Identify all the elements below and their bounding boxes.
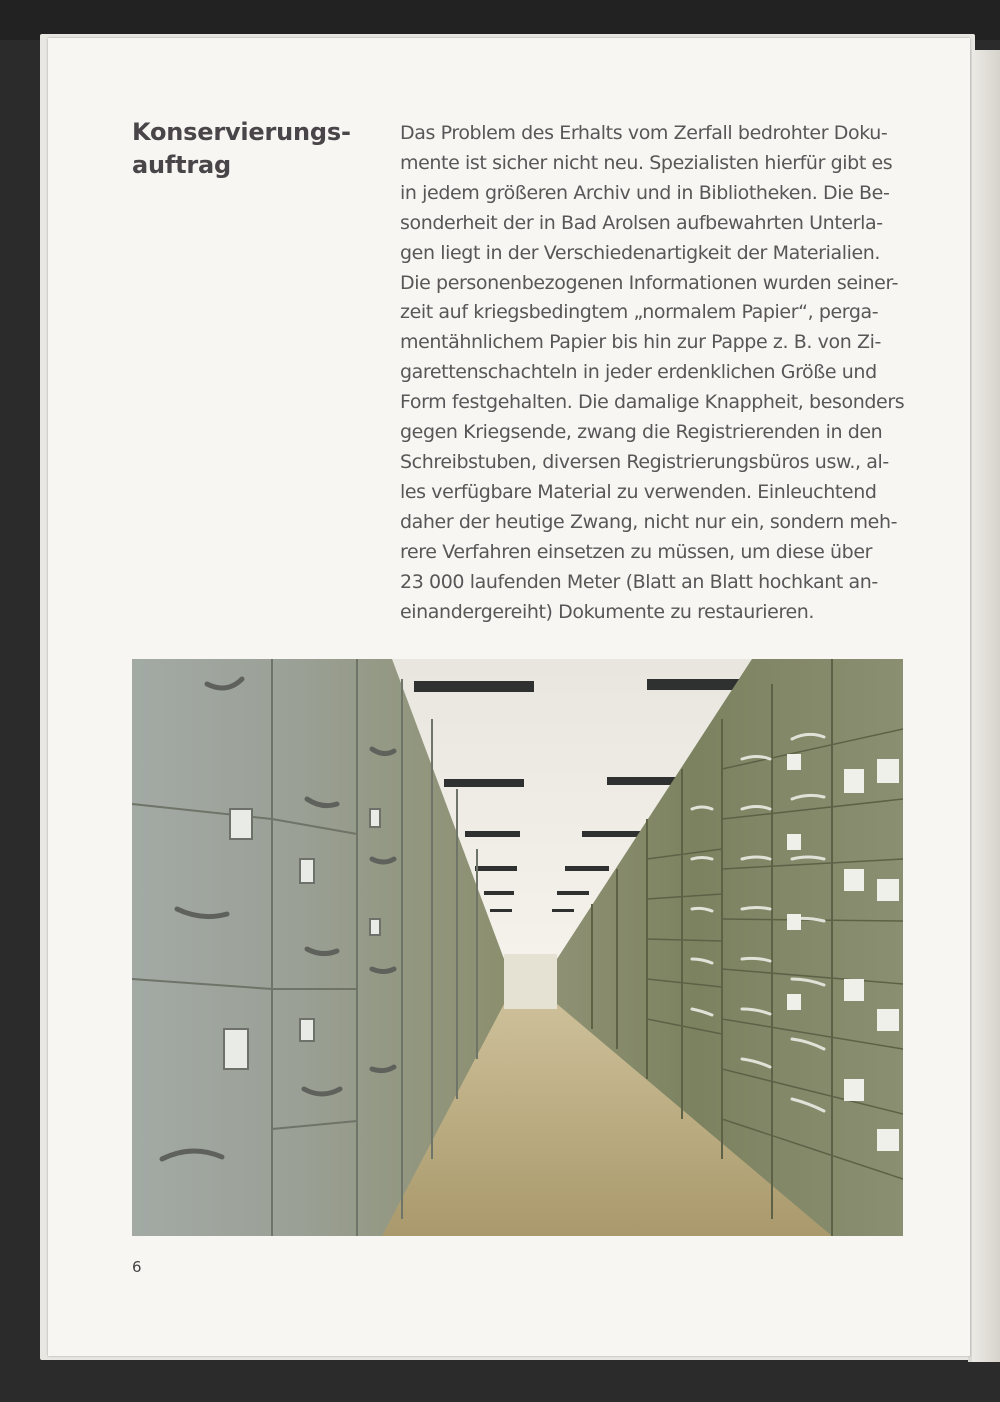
text-line: 23 000 laufenden Meter (Blatt an Blatt hochkant an-: [400, 570, 878, 593]
text-line: Form festgehalten. Die damalige Knappheit, besonders: [400, 391, 905, 414]
text-line: Schreibstuben, diversen Registrierungsbüros usw., al-: [400, 450, 889, 473]
text-line: mente ist sicher nicht neu. Spezialisten hierfür gibt es: [400, 151, 893, 174]
body-paragraph: [400, 119, 920, 627]
text-line: rere Verfahren einsetzen zu müssen, um diese über: [400, 540, 873, 563]
page-number: 6: [132, 1258, 142, 1276]
section-heading: [132, 116, 372, 182]
text-line: einandergereiht) Dokumente zu restaurieren.: [400, 600, 815, 623]
text-line: Die personenbezogenen Informationen wurden seiner-: [400, 271, 899, 294]
text-line: zeit auf kriegsbedingtem „normalem Papier“, perga-: [400, 301, 879, 324]
text-line: gegen Kriegsende, zwang die Registrierenden in den: [400, 421, 883, 444]
archive-corridor-photo: [132, 659, 903, 1236]
text-line: les verfügbare Material zu verwenden. Einleuchtend: [400, 480, 877, 503]
text-line: Das Problem des Erhalts vom Zerfall bedrohter Doku-: [400, 122, 888, 144]
text-line: gen liegt in der Verschiedenartigkeit der Materialien.: [400, 241, 881, 264]
text-line: daher der heutige Zwang, nicht nur ein, sondern meh-: [400, 510, 898, 533]
section-heading-line: auftrag: [132, 151, 232, 179]
text-line: sonderheit der in Bad Arolsen aufbewahrten Unterla-: [400, 211, 883, 234]
text-line: garettenschachteln in jeder erdenklichen Größe und: [400, 361, 877, 384]
section-heading-line: Konservierungs-: [132, 118, 351, 146]
corridor-illustration: [132, 659, 903, 1236]
text-line: mentähnlichem Papier bis hin zur Pappe z. B. von Zi-: [400, 331, 881, 354]
text-line: in jedem größeren Archiv und in Bibliotheken. Die Be-: [400, 181, 890, 204]
next-page-edge-inner: [972, 50, 1000, 1362]
